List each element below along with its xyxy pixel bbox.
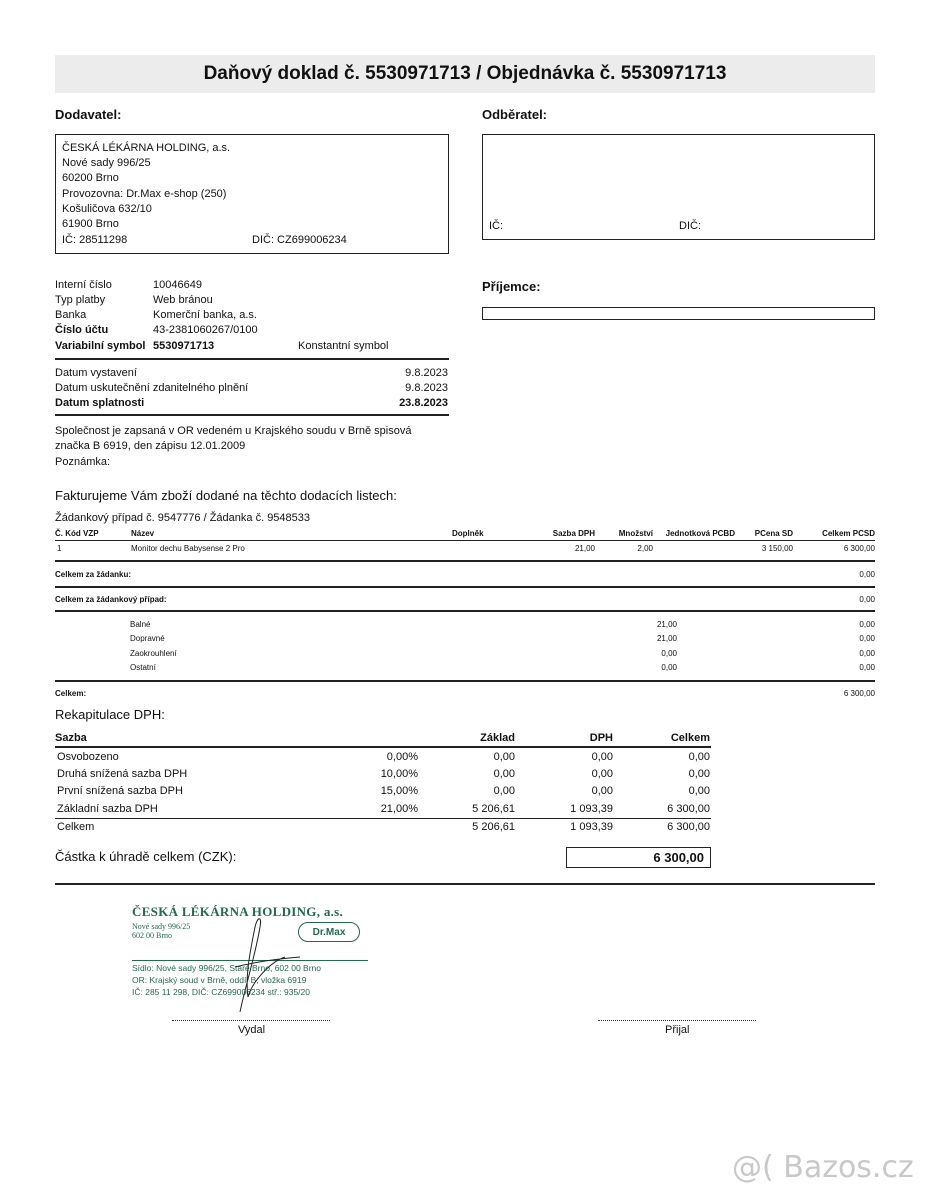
divider <box>55 883 875 885</box>
items-total-label: Celkem: <box>55 689 87 698</box>
extra-rounding-label: Zaokrouhlení <box>130 649 177 658</box>
vat-total-total: 6 300,00 <box>667 821 710 833</box>
divider <box>55 560 875 562</box>
vat-row-pct: 0,00% <box>386 751 418 763</box>
vat-row-name: První snížená sazba DPH <box>57 785 183 797</box>
supplier-line: 60200 Brno <box>62 172 119 184</box>
item-total: 6 300,00 <box>843 544 875 553</box>
stamp-seat: Sídlo: Nové sady 996/25, Staré Brno, 602 00 Brno <box>132 963 322 973</box>
supplier-line: Nové sady 996/25 <box>62 157 151 169</box>
customer-label: Odběratel: <box>482 107 548 122</box>
internal-number-value: 10046649 <box>153 279 202 291</box>
col-header-total: Celkem PCSD <box>822 529 875 538</box>
vat-row-total: 0,00 <box>688 785 710 797</box>
col-header-addon: Doplněk <box>452 529 484 538</box>
sum-case-label: Celkem za žádankový případ: <box>55 595 167 604</box>
payment-type-value: Web bránou <box>153 294 213 306</box>
divider <box>55 540 875 541</box>
date-due-value: 23.8.2023 <box>399 397 448 409</box>
stamp-court: OR: Krajský soud v Brně, oddíl B, vložka 6919 <box>132 975 307 985</box>
vat-row-vat: 0,00 <box>591 751 613 763</box>
signature-scribble <box>200 907 310 1017</box>
account-label: Číslo účtu <box>55 324 109 336</box>
stamp-ids: IČ: 285 11 298, DIČ: CZ699006234 stř.: 935/20 <box>132 987 310 997</box>
col-header-unit: Jednotková PCBD <box>665 529 735 538</box>
items-heading: Fakturujeme Vám zboží dodané na těchto dodacích listech: <box>55 488 397 503</box>
supplier-line: Košuličova 632/10 <box>62 203 152 215</box>
divider <box>55 586 875 588</box>
col-header-qty: Množství <box>618 529 653 538</box>
customer-dic: DIČ: <box>679 220 701 232</box>
extra-rounding-vat: 0,00 <box>661 649 677 658</box>
vat-row-vat: 0,00 <box>591 768 613 780</box>
customer-ic: IČ: <box>489 220 504 232</box>
items-total-value: 6 300,00 <box>843 689 875 698</box>
vat-row-base: 0,00 <box>493 751 515 763</box>
item-name: Monitor dechu Babysense 2 Pro <box>131 544 245 553</box>
extra-other-value: 0,00 <box>859 663 875 672</box>
divider <box>55 414 449 416</box>
variable-symbol-value: 5530971713 <box>153 340 215 352</box>
signature-line-issued <box>172 1020 330 1021</box>
signature-line-received <box>598 1020 756 1021</box>
vat-row-total: 0,00 <box>688 768 710 780</box>
amount-due-value: 6 300,00 <box>653 850 704 865</box>
recipient-label: Příjemce: <box>482 279 541 294</box>
date-issued-label: Datum vystavení <box>55 367 137 379</box>
supplier-dic: DIČ: CZ699006234 <box>252 234 347 246</box>
vat-header-total: Celkem <box>670 732 710 744</box>
item-code: 1 <box>57 544 62 553</box>
date-taxable-value: 9.8.2023 <box>405 382 448 394</box>
item-qty: 2,00 <box>637 544 653 553</box>
vat-total-name: Celkem <box>57 821 95 833</box>
vat-row-vat: 1 093,39 <box>570 803 613 815</box>
vat-total-vat: 1 093,39 <box>570 821 613 833</box>
col-header-price: PCena SD <box>754 529 793 538</box>
extra-other-vat: 0,00 <box>661 663 677 672</box>
sum-request-label: Celkem za žádanku: <box>55 570 132 579</box>
extra-packing-label: Balné <box>130 620 151 629</box>
amount-due-label: Částka k úhradě celkem (CZK): <box>55 849 237 864</box>
remark-label: Poznámka: <box>55 456 111 468</box>
variable-symbol-label: Variabilní symbol <box>55 340 146 352</box>
divider <box>55 358 449 360</box>
request-info: Žádankový případ č. 9547776 / Žádanka č. 9548533 <box>55 512 311 524</box>
drmax-logo-text: Dr.Max <box>312 926 346 938</box>
extra-packing-value: 0,00 <box>859 620 875 629</box>
extra-rounding-value: 0,00 <box>859 649 875 658</box>
extra-shipping-value: 0,00 <box>859 634 875 643</box>
vat-row-base: 5 206,61 <box>472 803 515 815</box>
vat-row-total: 0,00 <box>688 751 710 763</box>
company-stamp <box>130 902 375 1017</box>
vat-header-vat: DPH <box>589 732 613 744</box>
col-header-code: Č. Kód VZP <box>55 529 99 538</box>
vat-header-rate: Sazba <box>55 732 87 744</box>
extra-shipping-vat: 21,00 <box>656 634 677 643</box>
stamp-city: 602 00 Brno <box>132 931 172 940</box>
vat-row-name: Osvobozeno <box>57 751 119 763</box>
vat-row-pct: 15,00% <box>380 785 418 797</box>
supplier-ic: IČ: 28511298 <box>62 234 128 246</box>
divider <box>55 746 711 748</box>
registration-note: Společnost je zapsaná v OR vedeném u Krajského soudu v Brně spisová <box>55 425 412 437</box>
amount-due-box <box>566 847 711 868</box>
constant-symbol-label: Konstantní symbol <box>298 340 389 352</box>
document-title: Daňový doklad č. 5530971713 / Objednávka č. 5530971713 <box>55 55 875 93</box>
customer-box <box>482 134 875 240</box>
item-price: 3 150,00 <box>761 544 793 553</box>
col-header-vat: Sazba DPH <box>552 529 595 538</box>
date-issued-value: 9.8.2023 <box>405 367 448 379</box>
sum-request-value: 0,00 <box>859 570 875 579</box>
supplier-box <box>55 134 449 254</box>
vat-row-pct: 10,00% <box>380 768 418 780</box>
supplier-label: Dodavatel: <box>55 107 122 122</box>
divider <box>55 818 711 819</box>
vat-row-base: 0,00 <box>493 768 515 780</box>
divider <box>55 610 875 612</box>
col-header-name: Název <box>131 529 155 538</box>
internal-number-label: Interní číslo <box>55 279 112 291</box>
stamp-company: ČESKÁ LÉKÁRNA HOLDING, a.s. <box>132 904 344 919</box>
date-taxable-label: Datum uskutečnění zdanitelného plnění <box>55 382 249 394</box>
stamp-address: Nové sady 996/25 <box>132 922 191 931</box>
payment-type-label: Typ platby <box>55 294 106 306</box>
recipient-box <box>482 307 875 320</box>
signature-received-label: Přijal <box>665 1024 690 1036</box>
supplier-line: ČESKÁ LÉKÁRNA HOLDING, a.s. <box>62 142 231 154</box>
account-value: 43-2381060267/0100 <box>153 324 258 336</box>
bank-label: Banka <box>55 309 87 321</box>
bank-value: Komerční banka, a.s. <box>153 309 257 321</box>
vat-row-base: 0,00 <box>493 785 515 797</box>
extra-packing-vat: 21,00 <box>656 620 677 629</box>
extra-other-label: Ostatní <box>130 663 156 672</box>
vat-row-vat: 0,00 <box>591 785 613 797</box>
vat-row-name: Druhá snížená sazba DPH <box>57 768 188 780</box>
extra-shipping-label: Dopravné <box>130 634 165 643</box>
item-vat: 21,00 <box>574 544 595 553</box>
divider <box>55 680 875 682</box>
vat-recap-heading: Rekapitulace DPH: <box>55 707 165 722</box>
date-due-label: Datum splatnosti <box>55 397 145 409</box>
signature-issued-label: Vydal <box>238 1024 266 1036</box>
registration-note: značka B 6919, den zápisu 12.01.2009 <box>55 440 246 452</box>
vat-row-total: 6 300,00 <box>667 803 710 815</box>
supplier-line: Provozovna: Dr.Max e-shop (250) <box>62 188 227 200</box>
vat-row-pct: 21,00% <box>380 803 418 815</box>
vat-row-name: Základní sazba DPH <box>57 803 158 815</box>
supplier-line: 61900 Brno <box>62 218 119 230</box>
bazos-watermark: @( Bazos.cz <box>732 1150 914 1185</box>
sum-case-value: 0,00 <box>859 595 875 604</box>
vat-header-base: Základ <box>480 732 515 744</box>
vat-total-base: 5 206,61 <box>472 821 515 833</box>
